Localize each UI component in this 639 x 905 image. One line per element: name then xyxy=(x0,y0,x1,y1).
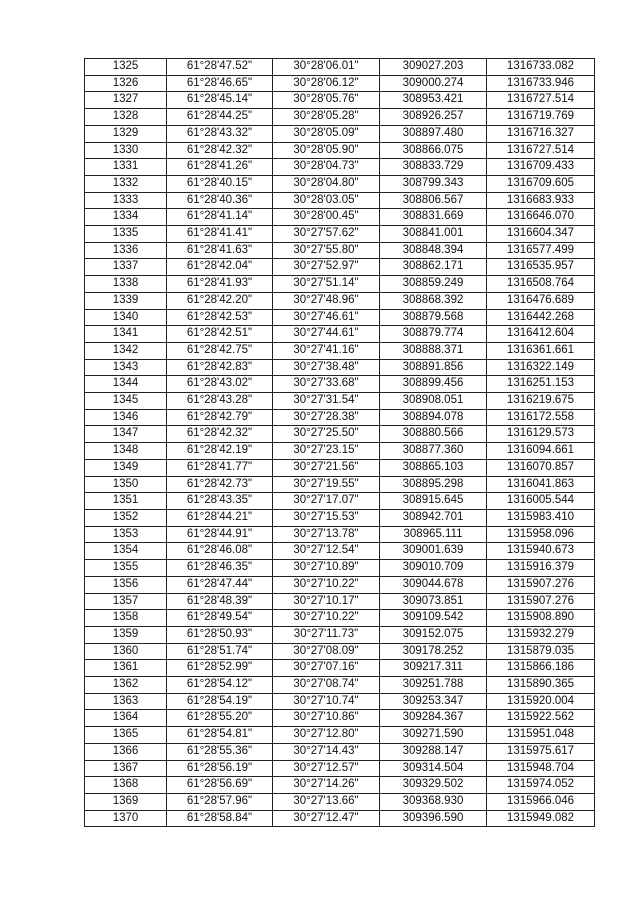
point-number-cell: 1347 xyxy=(85,426,167,443)
y-coordinate-cell: 1315932.279 xyxy=(487,626,595,643)
latitude-cell: 61°28'42.75" xyxy=(167,342,273,359)
y-coordinate-cell: 1315966.046 xyxy=(487,793,595,810)
table-row xyxy=(85,543,595,560)
point-number-cell: 1350 xyxy=(85,476,167,493)
table-row xyxy=(85,610,595,627)
latitude-cell: 61°28'42.83" xyxy=(167,359,273,376)
point-number-cell: 1348 xyxy=(85,443,167,460)
x-coordinate-cell: 309396.590 xyxy=(380,810,487,827)
point-number-cell: 1367 xyxy=(85,760,167,777)
table-row xyxy=(85,643,595,660)
longitude-cell: 30°27'12.57" xyxy=(273,760,380,777)
point-number-cell: 1349 xyxy=(85,459,167,476)
table-row xyxy=(85,626,595,643)
longitude-cell: 30°28'05.09" xyxy=(273,125,380,142)
x-coordinate-cell: 309314.504 xyxy=(380,760,487,777)
point-number-cell: 1326 xyxy=(85,75,167,92)
latitude-cell: 61°28'52.99" xyxy=(167,660,273,677)
longitude-cell: 30°27'48.96" xyxy=(273,292,380,309)
x-coordinate-cell: 309368.930 xyxy=(380,793,487,810)
point-number-cell: 1337 xyxy=(85,259,167,276)
table-row xyxy=(85,242,595,259)
point-number-cell: 1359 xyxy=(85,626,167,643)
table-row xyxy=(85,576,595,593)
x-coordinate-cell: 308879.568 xyxy=(380,309,487,326)
x-coordinate-cell: 309251.788 xyxy=(380,677,487,694)
point-number-cell: 1333 xyxy=(85,192,167,209)
latitude-cell: 61°28'46.08" xyxy=(167,543,273,560)
x-coordinate-cell: 308926.257 xyxy=(380,109,487,126)
y-coordinate-cell: 1316251.153 xyxy=(487,376,595,393)
point-number-cell: 1361 xyxy=(85,660,167,677)
x-coordinate-cell: 308868.392 xyxy=(380,292,487,309)
longitude-cell: 30°27'46.61" xyxy=(273,309,380,326)
y-coordinate-cell: 1316412.604 xyxy=(487,326,595,343)
point-number-cell: 1346 xyxy=(85,409,167,426)
latitude-cell: 61°28'42.53" xyxy=(167,309,273,326)
latitude-cell: 61°28'51.74" xyxy=(167,643,273,660)
latitude-cell: 61°28'40.36" xyxy=(167,192,273,209)
latitude-cell: 61°28'54.12" xyxy=(167,677,273,694)
latitude-cell: 61°28'42.20" xyxy=(167,292,273,309)
table-row xyxy=(85,810,595,827)
y-coordinate-cell: 1315958.096 xyxy=(487,526,595,543)
y-coordinate-cell: 1316508.764 xyxy=(487,276,595,293)
latitude-cell: 61°28'57.96" xyxy=(167,793,273,810)
y-coordinate-cell: 1315890.365 xyxy=(487,677,595,694)
latitude-cell: 61°28'49.54" xyxy=(167,610,273,627)
coordinates-table xyxy=(84,58,595,827)
point-number-cell: 1370 xyxy=(85,810,167,827)
x-coordinate-cell: 309073.851 xyxy=(380,593,487,610)
longitude-cell: 30°28'00.45" xyxy=(273,209,380,226)
table-row xyxy=(85,209,595,226)
table-row xyxy=(85,309,595,326)
x-coordinate-cell: 308848.394 xyxy=(380,242,487,259)
x-coordinate-cell: 309000.274 xyxy=(380,75,487,92)
latitude-cell: 61°28'50.93" xyxy=(167,626,273,643)
table-row xyxy=(85,443,595,460)
y-coordinate-cell: 1316535.957 xyxy=(487,259,595,276)
longitude-cell: 30°27'52.97" xyxy=(273,259,380,276)
x-coordinate-cell: 308895.298 xyxy=(380,476,487,493)
table-row xyxy=(85,727,595,744)
y-coordinate-cell: 1315975.617 xyxy=(487,743,595,760)
longitude-cell: 30°27'21.56" xyxy=(273,459,380,476)
table-row xyxy=(85,693,595,710)
point-number-cell: 1345 xyxy=(85,393,167,410)
table-row xyxy=(85,292,595,309)
table-row xyxy=(85,743,595,760)
x-coordinate-cell: 309271.590 xyxy=(380,727,487,744)
x-coordinate-cell: 309044.678 xyxy=(380,576,487,593)
latitude-cell: 61°28'43.02" xyxy=(167,376,273,393)
y-coordinate-cell: 1316716.327 xyxy=(487,125,595,142)
latitude-cell: 61°28'44.21" xyxy=(167,509,273,526)
longitude-cell: 30°28'03.05" xyxy=(273,192,380,209)
x-coordinate-cell: 308879.774 xyxy=(380,326,487,343)
latitude-cell: 61°28'46.35" xyxy=(167,560,273,577)
y-coordinate-cell: 1316646.070 xyxy=(487,209,595,226)
longitude-cell: 30°27'13.66" xyxy=(273,793,380,810)
x-coordinate-cell: 309109.542 xyxy=(380,610,487,627)
y-coordinate-cell: 1315983.410 xyxy=(487,509,595,526)
y-coordinate-cell: 1316577.499 xyxy=(487,242,595,259)
longitude-cell: 30°27'12.47" xyxy=(273,810,380,827)
table-row xyxy=(85,493,595,510)
x-coordinate-cell: 308862.171 xyxy=(380,259,487,276)
x-coordinate-cell: 308866.075 xyxy=(380,142,487,159)
latitude-cell: 61°28'41.26" xyxy=(167,159,273,176)
point-number-cell: 1335 xyxy=(85,226,167,243)
longitude-cell: 30°27'10.17" xyxy=(273,593,380,610)
latitude-cell: 61°28'42.04" xyxy=(167,259,273,276)
latitude-cell: 61°28'41.77" xyxy=(167,459,273,476)
y-coordinate-cell: 1316604.347 xyxy=(487,226,595,243)
y-coordinate-cell: 1316733.946 xyxy=(487,75,595,92)
point-number-cell: 1353 xyxy=(85,526,167,543)
point-number-cell: 1343 xyxy=(85,359,167,376)
table-row xyxy=(85,409,595,426)
y-coordinate-cell: 1315920.004 xyxy=(487,693,595,710)
latitude-cell: 61°28'55.20" xyxy=(167,710,273,727)
point-number-cell: 1351 xyxy=(85,493,167,510)
y-coordinate-cell: 1315907.276 xyxy=(487,576,595,593)
latitude-cell: 61°28'58.84" xyxy=(167,810,273,827)
latitude-cell: 61°28'42.32" xyxy=(167,142,273,159)
table-row xyxy=(85,342,595,359)
y-coordinate-cell: 1316041.863 xyxy=(487,476,595,493)
point-number-cell: 1362 xyxy=(85,677,167,694)
longitude-cell: 30°27'55.80" xyxy=(273,242,380,259)
longitude-cell: 30°27'07.16" xyxy=(273,660,380,677)
table-row xyxy=(85,393,595,410)
x-coordinate-cell: 308806.567 xyxy=(380,192,487,209)
x-coordinate-cell: 308833.729 xyxy=(380,159,487,176)
y-coordinate-cell: 1316683.933 xyxy=(487,192,595,209)
table-row xyxy=(85,326,595,343)
y-coordinate-cell: 1316442.268 xyxy=(487,309,595,326)
table-row xyxy=(85,677,595,694)
point-number-cell: 1368 xyxy=(85,777,167,794)
y-coordinate-cell: 1315948.704 xyxy=(487,760,595,777)
x-coordinate-cell: 308888.371 xyxy=(380,342,487,359)
point-number-cell: 1369 xyxy=(85,793,167,810)
x-coordinate-cell: 308894.078 xyxy=(380,409,487,426)
latitude-cell: 61°28'41.14" xyxy=(167,209,273,226)
table-row xyxy=(85,593,595,610)
point-number-cell: 1363 xyxy=(85,693,167,710)
table-row xyxy=(85,459,595,476)
point-number-cell: 1355 xyxy=(85,560,167,577)
y-coordinate-cell: 1315916.379 xyxy=(487,560,595,577)
longitude-cell: 30°27'14.26" xyxy=(273,777,380,794)
table-row xyxy=(85,276,595,293)
x-coordinate-cell: 308831.669 xyxy=(380,209,487,226)
latitude-cell: 61°28'42.32" xyxy=(167,426,273,443)
point-number-cell: 1336 xyxy=(85,242,167,259)
longitude-cell: 30°27'51.14" xyxy=(273,276,380,293)
latitude-cell: 61°28'42.19" xyxy=(167,443,273,460)
x-coordinate-cell: 309284.367 xyxy=(380,710,487,727)
longitude-cell: 30°27'12.80" xyxy=(273,727,380,744)
longitude-cell: 30°27'19.55" xyxy=(273,476,380,493)
table-row xyxy=(85,526,595,543)
table-row xyxy=(85,760,595,777)
x-coordinate-cell: 309253.347 xyxy=(380,693,487,710)
table-row xyxy=(85,59,595,76)
table-row xyxy=(85,226,595,243)
table-row xyxy=(85,376,595,393)
longitude-cell: 30°28'05.90" xyxy=(273,142,380,159)
point-number-cell: 1339 xyxy=(85,292,167,309)
table-row xyxy=(85,192,595,209)
latitude-cell: 61°28'55.36" xyxy=(167,743,273,760)
table-row xyxy=(85,476,595,493)
longitude-cell: 30°28'05.76" xyxy=(273,92,380,109)
longitude-cell: 30°27'10.89" xyxy=(273,560,380,577)
table-row xyxy=(85,560,595,577)
longitude-cell: 30°27'57.62" xyxy=(273,226,380,243)
latitude-cell: 61°28'44.25" xyxy=(167,109,273,126)
y-coordinate-cell: 1316005.544 xyxy=(487,493,595,510)
point-number-cell: 1338 xyxy=(85,276,167,293)
y-coordinate-cell: 1315922.562 xyxy=(487,710,595,727)
y-coordinate-cell: 1316322.149 xyxy=(487,359,595,376)
y-coordinate-cell: 1315951.048 xyxy=(487,727,595,744)
longitude-cell: 30°27'15.53" xyxy=(273,509,380,526)
x-coordinate-cell: 309001.639 xyxy=(380,543,487,560)
x-coordinate-cell: 308942.701 xyxy=(380,509,487,526)
y-coordinate-cell: 1315974.052 xyxy=(487,777,595,794)
longitude-cell: 30°27'10.22" xyxy=(273,576,380,593)
y-coordinate-cell: 1315907.276 xyxy=(487,593,595,610)
latitude-cell: 61°28'56.19" xyxy=(167,760,273,777)
point-number-cell: 1328 xyxy=(85,109,167,126)
longitude-cell: 30°27'17.07" xyxy=(273,493,380,510)
coordinates-table-body xyxy=(85,59,595,827)
point-number-cell: 1332 xyxy=(85,175,167,192)
y-coordinate-cell: 1315908.890 xyxy=(487,610,595,627)
x-coordinate-cell: 309178.252 xyxy=(380,643,487,660)
longitude-cell: 30°27'10.22" xyxy=(273,610,380,627)
table-row xyxy=(85,92,595,109)
table-row xyxy=(85,259,595,276)
y-coordinate-cell: 1315949.082 xyxy=(487,810,595,827)
x-coordinate-cell: 308899.456 xyxy=(380,376,487,393)
table-row xyxy=(85,710,595,727)
latitude-cell: 61°28'54.81" xyxy=(167,727,273,744)
y-coordinate-cell: 1316733.082 xyxy=(487,59,595,76)
point-number-cell: 1329 xyxy=(85,125,167,142)
x-coordinate-cell: 309027.203 xyxy=(380,59,487,76)
latitude-cell: 61°28'47.52" xyxy=(167,59,273,76)
longitude-cell: 30°27'33.68" xyxy=(273,376,380,393)
x-coordinate-cell: 308841.001 xyxy=(380,226,487,243)
latitude-cell: 61°28'41.93" xyxy=(167,276,273,293)
longitude-cell: 30°28'04.80" xyxy=(273,175,380,192)
x-coordinate-cell: 309288.147 xyxy=(380,743,487,760)
longitude-cell: 30°27'13.78" xyxy=(273,526,380,543)
point-number-cell: 1334 xyxy=(85,209,167,226)
latitude-cell: 61°28'46.65" xyxy=(167,75,273,92)
point-number-cell: 1331 xyxy=(85,159,167,176)
longitude-cell: 30°27'10.86" xyxy=(273,710,380,727)
longitude-cell: 30°27'12.54" xyxy=(273,543,380,560)
point-number-cell: 1366 xyxy=(85,743,167,760)
point-number-cell: 1330 xyxy=(85,142,167,159)
table-row xyxy=(85,777,595,794)
y-coordinate-cell: 1316709.433 xyxy=(487,159,595,176)
x-coordinate-cell: 308953.421 xyxy=(380,92,487,109)
latitude-cell: 61°28'43.28" xyxy=(167,393,273,410)
longitude-cell: 30°28'06.12" xyxy=(273,75,380,92)
y-coordinate-cell: 1316129.573 xyxy=(487,426,595,443)
x-coordinate-cell: 308859.249 xyxy=(380,276,487,293)
table-row xyxy=(85,426,595,443)
point-number-cell: 1344 xyxy=(85,376,167,393)
latitude-cell: 61°28'54.19" xyxy=(167,693,273,710)
point-number-cell: 1341 xyxy=(85,326,167,343)
x-coordinate-cell: 308915.645 xyxy=(380,493,487,510)
latitude-cell: 61°28'43.32" xyxy=(167,125,273,142)
latitude-cell: 61°28'40.15" xyxy=(167,175,273,192)
latitude-cell: 61°28'47.44" xyxy=(167,576,273,593)
table-row xyxy=(85,75,595,92)
table-row xyxy=(85,159,595,176)
table-row xyxy=(85,660,595,677)
y-coordinate-cell: 1315940.673 xyxy=(487,543,595,560)
longitude-cell: 30°28'06.01" xyxy=(273,59,380,76)
point-number-cell: 1342 xyxy=(85,342,167,359)
table-row xyxy=(85,109,595,126)
x-coordinate-cell: 309010.709 xyxy=(380,560,487,577)
x-coordinate-cell: 308897.480 xyxy=(380,125,487,142)
x-coordinate-cell: 308891.856 xyxy=(380,359,487,376)
x-coordinate-cell: 308799.343 xyxy=(380,175,487,192)
y-coordinate-cell: 1316219.675 xyxy=(487,393,595,410)
longitude-cell: 30°27'31.54" xyxy=(273,393,380,410)
point-number-cell: 1325 xyxy=(85,59,167,76)
longitude-cell: 30°27'14.43" xyxy=(273,743,380,760)
longitude-cell: 30°27'44.61" xyxy=(273,326,380,343)
table-row xyxy=(85,142,595,159)
point-number-cell: 1360 xyxy=(85,643,167,660)
y-coordinate-cell: 1315879.035 xyxy=(487,643,595,660)
latitude-cell: 61°28'45.14" xyxy=(167,92,273,109)
x-coordinate-cell: 308877.360 xyxy=(380,443,487,460)
point-number-cell: 1327 xyxy=(85,92,167,109)
longitude-cell: 30°27'38.48" xyxy=(273,359,380,376)
latitude-cell: 61°28'42.51" xyxy=(167,326,273,343)
latitude-cell: 61°28'56.69" xyxy=(167,777,273,794)
point-number-cell: 1358 xyxy=(85,610,167,627)
y-coordinate-cell: 1316361.661 xyxy=(487,342,595,359)
x-coordinate-cell: 309329.502 xyxy=(380,777,487,794)
y-coordinate-cell: 1316709.605 xyxy=(487,175,595,192)
y-coordinate-cell: 1316727.514 xyxy=(487,142,595,159)
y-coordinate-cell: 1315866.186 xyxy=(487,660,595,677)
table-row xyxy=(85,793,595,810)
longitude-cell: 30°27'25.50" xyxy=(273,426,380,443)
y-coordinate-cell: 1316070.857 xyxy=(487,459,595,476)
x-coordinate-cell: 309217.311 xyxy=(380,660,487,677)
latitude-cell: 61°28'42.73" xyxy=(167,476,273,493)
point-number-cell: 1352 xyxy=(85,509,167,526)
point-number-cell: 1354 xyxy=(85,543,167,560)
y-coordinate-cell: 1316172.558 xyxy=(487,409,595,426)
longitude-cell: 30°28'04.73" xyxy=(273,159,380,176)
y-coordinate-cell: 1316719.769 xyxy=(487,109,595,126)
latitude-cell: 61°28'43.35" xyxy=(167,493,273,510)
longitude-cell: 30°28'05.28" xyxy=(273,109,380,126)
point-number-cell: 1365 xyxy=(85,727,167,744)
longitude-cell: 30°27'28.38" xyxy=(273,409,380,426)
table-row xyxy=(85,359,595,376)
table-row xyxy=(85,509,595,526)
longitude-cell: 30°27'23.15" xyxy=(273,443,380,460)
point-number-cell: 1364 xyxy=(85,710,167,727)
longitude-cell: 30°27'08.09" xyxy=(273,643,380,660)
longitude-cell: 30°27'41.16" xyxy=(273,342,380,359)
latitude-cell: 61°28'41.41" xyxy=(167,226,273,243)
x-coordinate-cell: 308865.103 xyxy=(380,459,487,476)
latitude-cell: 61°28'41.63" xyxy=(167,242,273,259)
point-number-cell: 1340 xyxy=(85,309,167,326)
point-number-cell: 1357 xyxy=(85,593,167,610)
table-row xyxy=(85,125,595,142)
latitude-cell: 61°28'42.79" xyxy=(167,409,273,426)
longitude-cell: 30°27'11.73" xyxy=(273,626,380,643)
longitude-cell: 30°27'10.74" xyxy=(273,693,380,710)
y-coordinate-cell: 1316094.661 xyxy=(487,443,595,460)
x-coordinate-cell: 309152.075 xyxy=(380,626,487,643)
table-row xyxy=(85,175,595,192)
longitude-cell: 30°27'08.74" xyxy=(273,677,380,694)
x-coordinate-cell: 308880.566 xyxy=(380,426,487,443)
y-coordinate-cell: 1316476.689 xyxy=(487,292,595,309)
x-coordinate-cell: 308965.111 xyxy=(380,526,487,543)
latitude-cell: 61°28'44.91" xyxy=(167,526,273,543)
y-coordinate-cell: 1316727.514 xyxy=(487,92,595,109)
point-number-cell: 1356 xyxy=(85,576,167,593)
latitude-cell: 61°28'48.39" xyxy=(167,593,273,610)
x-coordinate-cell: 308908.051 xyxy=(380,393,487,410)
